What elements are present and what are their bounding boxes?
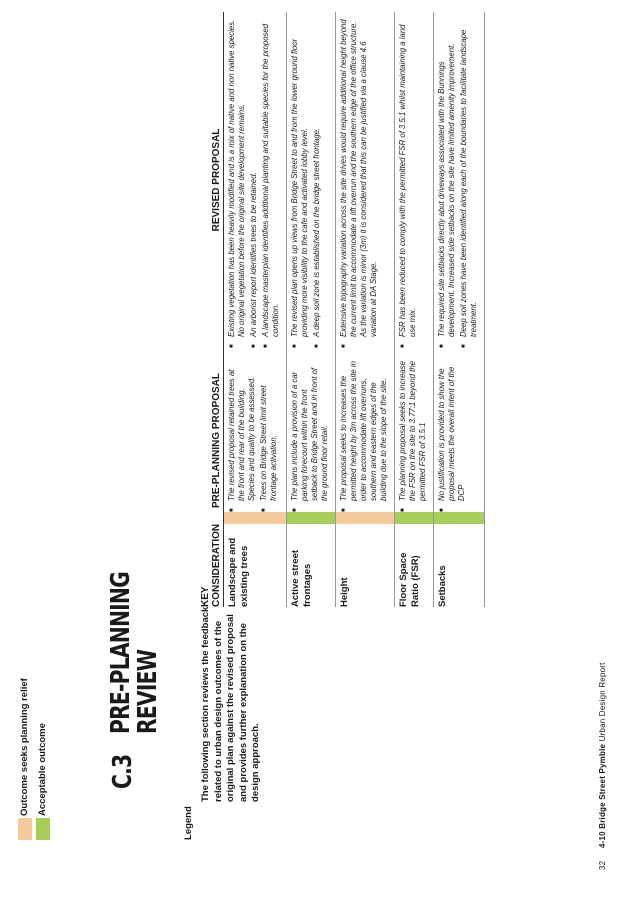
column-gap [434,524,485,533]
table-row [287,12,336,607]
pre-planning-list [290,361,330,512]
section-title-line2: REVIEW [133,649,163,734]
legend-swatch-relief [18,818,32,840]
pre-planning-list [339,361,389,512]
section-code: C.3 [108,754,138,789]
column-gap [224,348,287,357]
table-row [395,12,434,607]
pre-planning-list [227,361,279,512]
pre-planning-cell [336,357,395,512]
key-consideration-cell: Height [336,533,395,607]
revised-proposal-list [290,16,322,348]
legend-item-relief [18,678,32,840]
pre-planning-cell [434,357,485,512]
pre-planning-point: ■ No justification is provided to show the proposal meets the overall intent of the DCP [437,361,467,512]
revised-proposal-point: ■ Deep soil zones have been identified along each of the boundaries to facilitate landscape treatment. [459,16,479,348]
footer-report: Urban Design Report [598,662,607,742]
key-consideration-cell: Setbacks [434,533,485,607]
revised-proposal-point: ■ A deep soil zone is established on the bridge street frontage. [312,16,322,348]
column-gap [287,348,336,357]
pre-planning-cell [224,357,287,512]
column-gap [395,524,434,533]
legend-swatch-acceptable [36,818,50,840]
revised-proposal-cell [336,12,395,348]
intro-paragraph: The following section reviews the feedback related to urban design outcomes of the original plan against the revised proposal and provides further explanation on the design approach. [200,606,261,802]
revised-proposal-list [437,16,479,348]
table-body [224,12,485,607]
column-gap [434,348,485,357]
table-header-row [200,12,224,607]
key-consideration-cell: Floor Space Ratio (FSR) [395,533,434,607]
column-gap [336,524,395,533]
pre-planning-point: ■ The proposal seeks to increases the permitted height by 3m across the site in order to accommodate lift overruns, southern and eastern edges of the building due to the slope of the site. [339,361,389,512]
revised-proposal-point: ■ FSR has been reduced to comply with the permitted FSR of 3.5:1 whilst maintaining a land use mix. [398,16,418,348]
revised-proposal-list [227,16,281,348]
column-gap [336,348,395,357]
revised-proposal-point: ■ The revised plan opens up views from Bridge Street to and from the lower ground floor providing more visibility to the cafe and activated lobby level. [290,16,310,348]
revised-proposal-cell [287,12,336,348]
header-revised: REVISED PROPOSAL [200,12,224,348]
pre-planning-point: ■ Trees on Bridge Street limit street frontage activation. [259,361,279,512]
key-consideration-cell: Landscape and existing trees [224,533,287,607]
header-key-consideration: KEY CONSIDERATION [200,523,222,607]
revised-proposal-list [398,16,418,348]
section-title-line1: PRE-PLANNING [106,572,136,734]
page-footer [598,662,607,870]
revised-proposal-cell [434,12,485,348]
table-row [434,12,485,607]
table-row [224,12,287,607]
revised-proposal-point: ■ Existing vegetation has been heavily modified and is a mix of native and non native species. No original vegetation before the original site development remains. [227,16,247,348]
revised-proposal-cell [224,12,287,348]
header-pre-planning: PRE-PLANNING PROPOSAL [200,357,224,524]
legend-item-acceptable [36,700,50,840]
pre-planning-point: ■ The plans include a provision of a car parking forecourt within the front setback to Bridge Street and in front of the ground floor retail. [290,361,330,512]
pre-planning-review-table [200,12,485,607]
status-indicator [336,512,395,524]
revised-proposal-point: ■ The required site setbacks directly abut driveways associated with the Bunnings development. Increased side setbacks on the site have limited amenity improvement. [437,16,457,348]
pre-planning-point: ■ The planning proposal seeks to increase the FSR on the site to 3.77:1 beyond the permitted FSR of 3.5:1 [398,361,428,512]
status-indicator [434,512,485,524]
legend-label-acceptable: Acceptable outcome [37,723,48,816]
header-gap [200,348,224,357]
revised-proposal-cell [395,12,434,348]
page-number: 32 [598,860,607,870]
pre-planning-list [437,361,467,512]
legend-label-relief: Outcome seeks planning relief [19,678,30,816]
column-gap [395,348,434,357]
column-gap [224,524,287,533]
pre-planning-cell [287,357,336,512]
status-indicator [224,512,287,524]
revised-proposal-list [339,16,379,348]
revised-proposal-point: ■ An arborist report identifies trees to be retained. [249,16,259,348]
column-gap [287,524,336,533]
revised-proposal-point: ■ A landscape masterplan identifies additional planting and suitable species for the proposed condition. [261,16,281,348]
pre-planning-list [398,361,428,512]
status-indicator [395,512,434,524]
pre-planning-point: ■ The revised proposal retained trees at the front and rear of the building. Species and quality to be assessed. [227,361,257,512]
status-indicator [287,512,336,524]
pre-planning-cell [395,357,434,512]
table-row [336,12,395,607]
legend-title: Legend [183,806,194,840]
section-title [108,572,162,734]
key-consideration-cell: Active street frontages [287,533,336,607]
footer-project: 4-10 Bridge Street Pymble [598,743,607,848]
revised-proposal-point: ■ Extensive topography variation across the site drives would require additional height beyond the current limit to accommodate a lift overrun and the southern edge of the office structure. As the variation is minor (3m) it is considered that this can be justified via a clause 4.6 variation at DA Stage. [339,16,379,348]
